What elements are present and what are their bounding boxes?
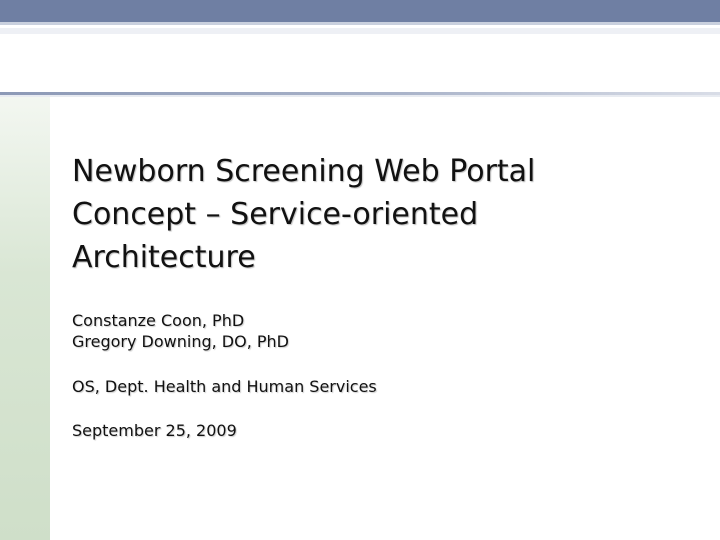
top-band-shadow (0, 28, 720, 34)
top-band-divider (0, 22, 720, 25)
slide-title-line: Architecture (72, 240, 256, 275)
slide-title-line: Concept – Service-oriented (72, 197, 479, 232)
author-list (72, 310, 672, 352)
presentation-date: September 25, 2009 (72, 421, 237, 440)
slide-title-line: Newborn Screening Web Portal (72, 154, 536, 189)
author-name: Gregory Downing, DO, PhD (72, 332, 289, 351)
organization: OS, Dept. Health and Human Services (72, 377, 377, 396)
left-accent-strip (0, 97, 50, 540)
slide-title (72, 150, 692, 279)
top-decorative-band (0, 0, 720, 22)
header-divider-shadow (0, 95, 720, 97)
author-name: Constanze Coon, PhD (72, 311, 245, 330)
